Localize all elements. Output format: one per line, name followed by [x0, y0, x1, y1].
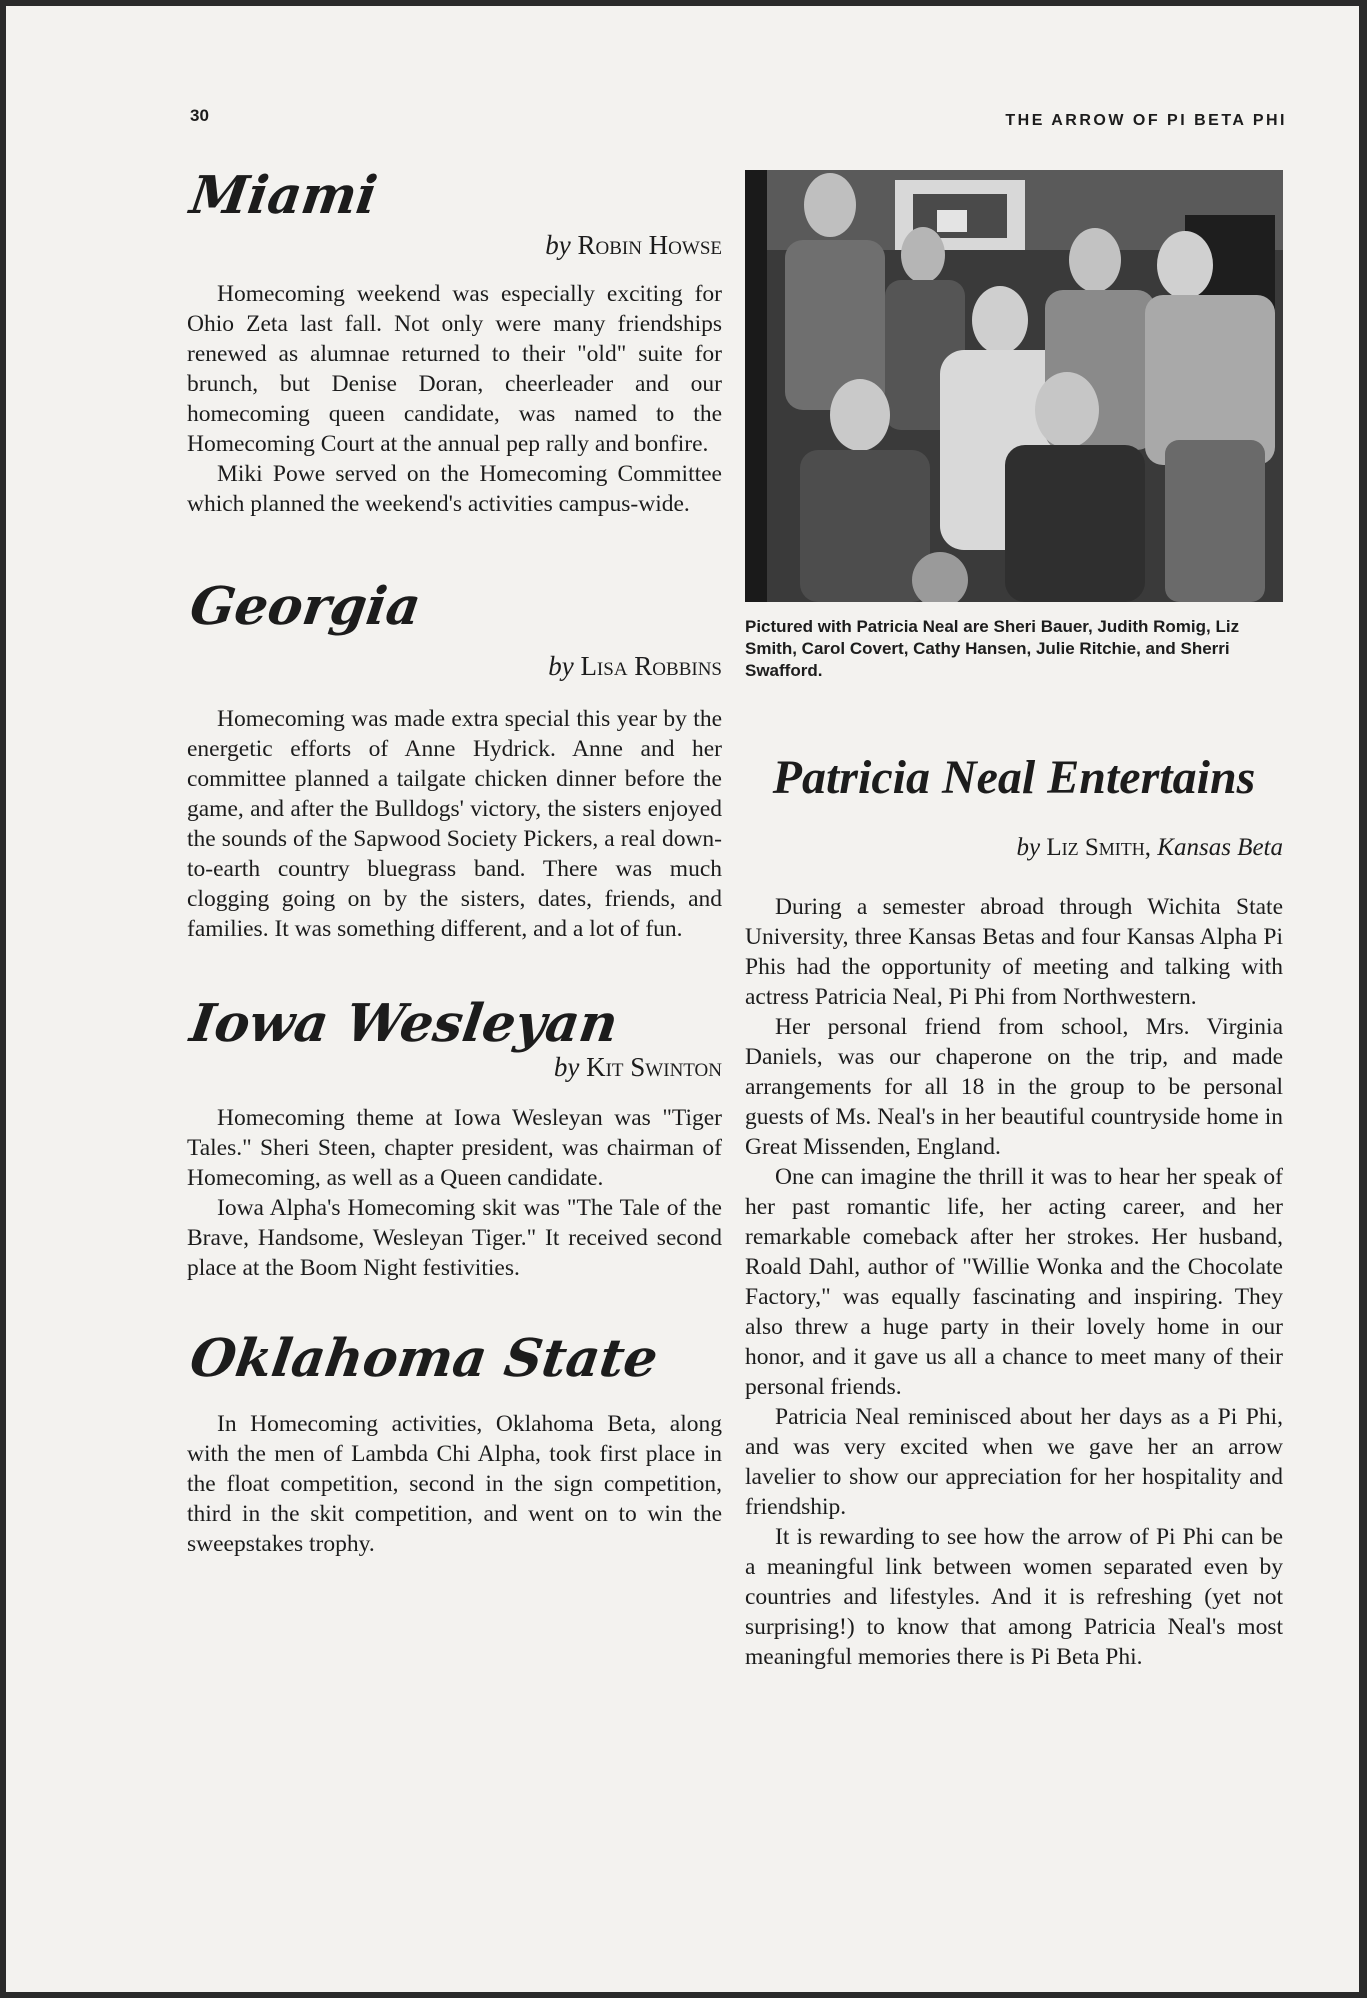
- group-photo-image: [745, 170, 1283, 602]
- miami-paragraph: Miki Powe served on the Homecoming Committee which planned the weekend's activities campus-wide.: [187, 461, 722, 517]
- page-number: 30: [190, 106, 209, 125]
- article-paragraph: One can imagine the thrill it was to hear her speak of her past romantic life, her acting career, and her remarkable comeback after her strokes. Her husband, Roald Dahl, author of "Willie Wonka and the Chocolate Factory," was equally fascinating and inspiring. They also threw a huge party in their lovely home in our honor, and it gave us all a chance to meet many of their personal friends.: [745, 1164, 1283, 1400]
- byline-article: [745, 834, 1283, 862]
- section-title-iowa-wesleyan: Iowa Wesleyan: [186, 993, 622, 1054]
- article-paragraph: Patricia Neal reminisced about her days as a Pi Phi, and was very excited when we gave her an arrow lavelier to show our appreciation for her hospitality and friendship.: [745, 1404, 1283, 1520]
- scan-border-left: [0, 0, 6, 1998]
- group-photo: [745, 170, 1283, 602]
- byline-by: by: [548, 651, 574, 681]
- byline-author: Robin Howse: [577, 230, 722, 260]
- photo-caption: Pictured with Patricia Neal are Sheri Bauer, Judith Romig, Liz Smith, Carol Covert, Cathy Hansen, Julie Ritchie, and Sherri Swafford.: [745, 617, 1240, 680]
- oklahoma-state-paragraph: In Homecoming activities, Oklahoma Beta, along with the men of Lambda Chi Alpha, took first place in the float competition, second in the sign competition, third in the skit competition, and went on to win the sweepstakes trophy.: [187, 1411, 722, 1557]
- running-head: THE ARROW OF PI BETA PHI: [1005, 112, 1287, 129]
- iowa-wesleyan-paragraph: Homecoming theme at Iowa Wesleyan was "Tiger Tales." Sheri Steen, chapter president, was chairman of Homecoming, as well as a Queen candidate.: [187, 1105, 722, 1191]
- byline-author: Liz Smith,: [1046, 834, 1152, 861]
- article-paragraph: Her personal friend from school, Mrs. Virginia Daniels, was our chaperone on the trip, and made arrangements for all 18 in the group to be personal guests of Ms. Neal's in her beautiful countryside home in Great Missenden, England.: [745, 1014, 1283, 1160]
- byline-miami: [187, 230, 722, 261]
- byline-by: by: [545, 230, 571, 260]
- scan-border-bottom: [0, 1992, 1367, 1998]
- scan-border-top: [0, 0, 1367, 6]
- iowa-wesleyan-paragraph: Iowa Alpha's Homecoming skit was "The Tale of the Brave, Handsome, Wesleyan Tiger." It received second place at the Boom Night festivities.: [187, 1195, 722, 1281]
- georgia-paragraph: Homecoming was made extra special this year by the energetic efforts of Anne Hydrick. Anne and her committee planned a tailgate chicken dinner before the game, and after the Bulldogs' victory, the sisters enjoyed the sounds of the Sapwood Society Pickers, a real down-to-earth country bluegrass band. There was much clogging going on by the sisters, dates, friends, and families. It was something different, and a lot of fun.: [187, 706, 722, 942]
- byline-by: by: [1016, 834, 1041, 861]
- miami-paragraph: Homecoming weekend was especially exciting for Ohio Zeta last fall. Not only were many friendships renewed as alumnae returned to their "old" suite for brunch, but Denise Doran, cheerleader and our homecoming queen candidate, was named to the Homecoming Court at the annual pep rally and bonfire.: [187, 281, 722, 457]
- byline-iowa-wesleyan: [187, 1052, 722, 1083]
- article-paragraph: It is rewarding to see how the arrow of Pi Phi can be a meaningful link between women separated even by countries and lifestyles. And it is refreshing (yet not surprising!) to know that among Patricia Neal's most meaningful memories there is Pi Beta Phi.: [745, 1524, 1283, 1670]
- byline-author: Kit Swinton: [586, 1052, 722, 1082]
- section-title-georgia: Georgia: [186, 576, 425, 637]
- section-title-oklahoma-state: Oklahoma State: [186, 1328, 662, 1389]
- article-title: Patricia Neal Entertains: [772, 751, 1256, 804]
- article-paragraph: During a semester abroad through Wichita State University, three Kansas Betas and four Kansas Alpha Pi Phis had the opportunity of meeting and talking with actress Patricia Neal, Pi Phi from Northwestern.: [745, 894, 1283, 1010]
- scan-border-right: [1359, 0, 1367, 1998]
- byline-affiliation: Kansas Beta: [1157, 834, 1283, 861]
- byline-author: Lisa Robbins: [580, 651, 722, 681]
- byline-by: by: [553, 1052, 580, 1082]
- right-column: [745, 170, 1283, 1672]
- left-column: [186, 165, 722, 1559]
- section-title-miami: Miami: [186, 165, 381, 226]
- byline-georgia: [187, 651, 722, 682]
